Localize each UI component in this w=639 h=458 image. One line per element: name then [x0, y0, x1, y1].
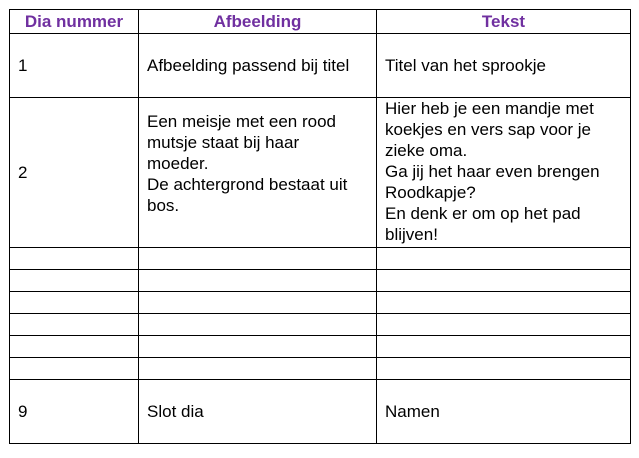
header-row	[10, 10, 631, 34]
cell-tekst	[377, 292, 631, 314]
cell-dia-nummer: 9	[10, 380, 139, 444]
cell-tekst	[377, 98, 631, 248]
cell-tekst: Namen	[377, 380, 631, 444]
cell-dia-nummer	[10, 314, 139, 336]
cell-dia-nummer	[10, 292, 139, 314]
cell-afbeelding-text: Een meisje met een rood mutsje staat bij haar moeder. De achtergrond bestaat uit bos.	[147, 112, 348, 215]
table-row	[10, 270, 631, 292]
header-afbeelding: Afbeelding	[139, 10, 377, 34]
table-row	[10, 292, 631, 314]
cell-tekst	[377, 358, 631, 380]
cell-tekst-text: Hier heb je een mandje met koekjes en vers sap voor je zieke oma. Ga jij het haar even brengen Roodkapje? En denk er om op het pad blijven!	[385, 99, 600, 244]
cell-dia-nummer: 1	[10, 34, 139, 98]
cell-afbeelding	[139, 314, 377, 336]
cell-afbeelding	[139, 248, 377, 270]
cell-tekst	[377, 270, 631, 292]
table-row	[10, 336, 631, 358]
cell-afbeelding	[139, 292, 377, 314]
table-row	[10, 98, 631, 248]
table-row	[10, 314, 631, 336]
cell-dia-nummer: 2	[10, 98, 139, 248]
table-row	[10, 358, 631, 380]
cell-afbeelding: Slot dia	[139, 380, 377, 444]
cell-tekst	[377, 336, 631, 358]
header-tekst: Tekst	[377, 10, 631, 34]
cell-tekst	[377, 314, 631, 336]
header-dia-nummer: Dia nummer	[10, 10, 139, 34]
cell-dia-nummer	[10, 248, 139, 270]
cell-dia-nummer	[10, 358, 139, 380]
table-row	[10, 380, 631, 444]
cell-afbeelding	[139, 270, 377, 292]
table-row	[10, 34, 631, 98]
cell-afbeelding: Afbeelding passend bij titel	[139, 34, 377, 98]
table-row	[10, 248, 631, 270]
cell-dia-nummer	[10, 270, 139, 292]
cell-afbeelding	[139, 336, 377, 358]
cell-dia-nummer	[10, 336, 139, 358]
storyboard-table	[9, 9, 631, 444]
cell-tekst: Titel van het sprookje	[377, 34, 631, 98]
cell-afbeelding	[139, 358, 377, 380]
cell-afbeelding	[139, 98, 377, 248]
cell-tekst	[377, 248, 631, 270]
